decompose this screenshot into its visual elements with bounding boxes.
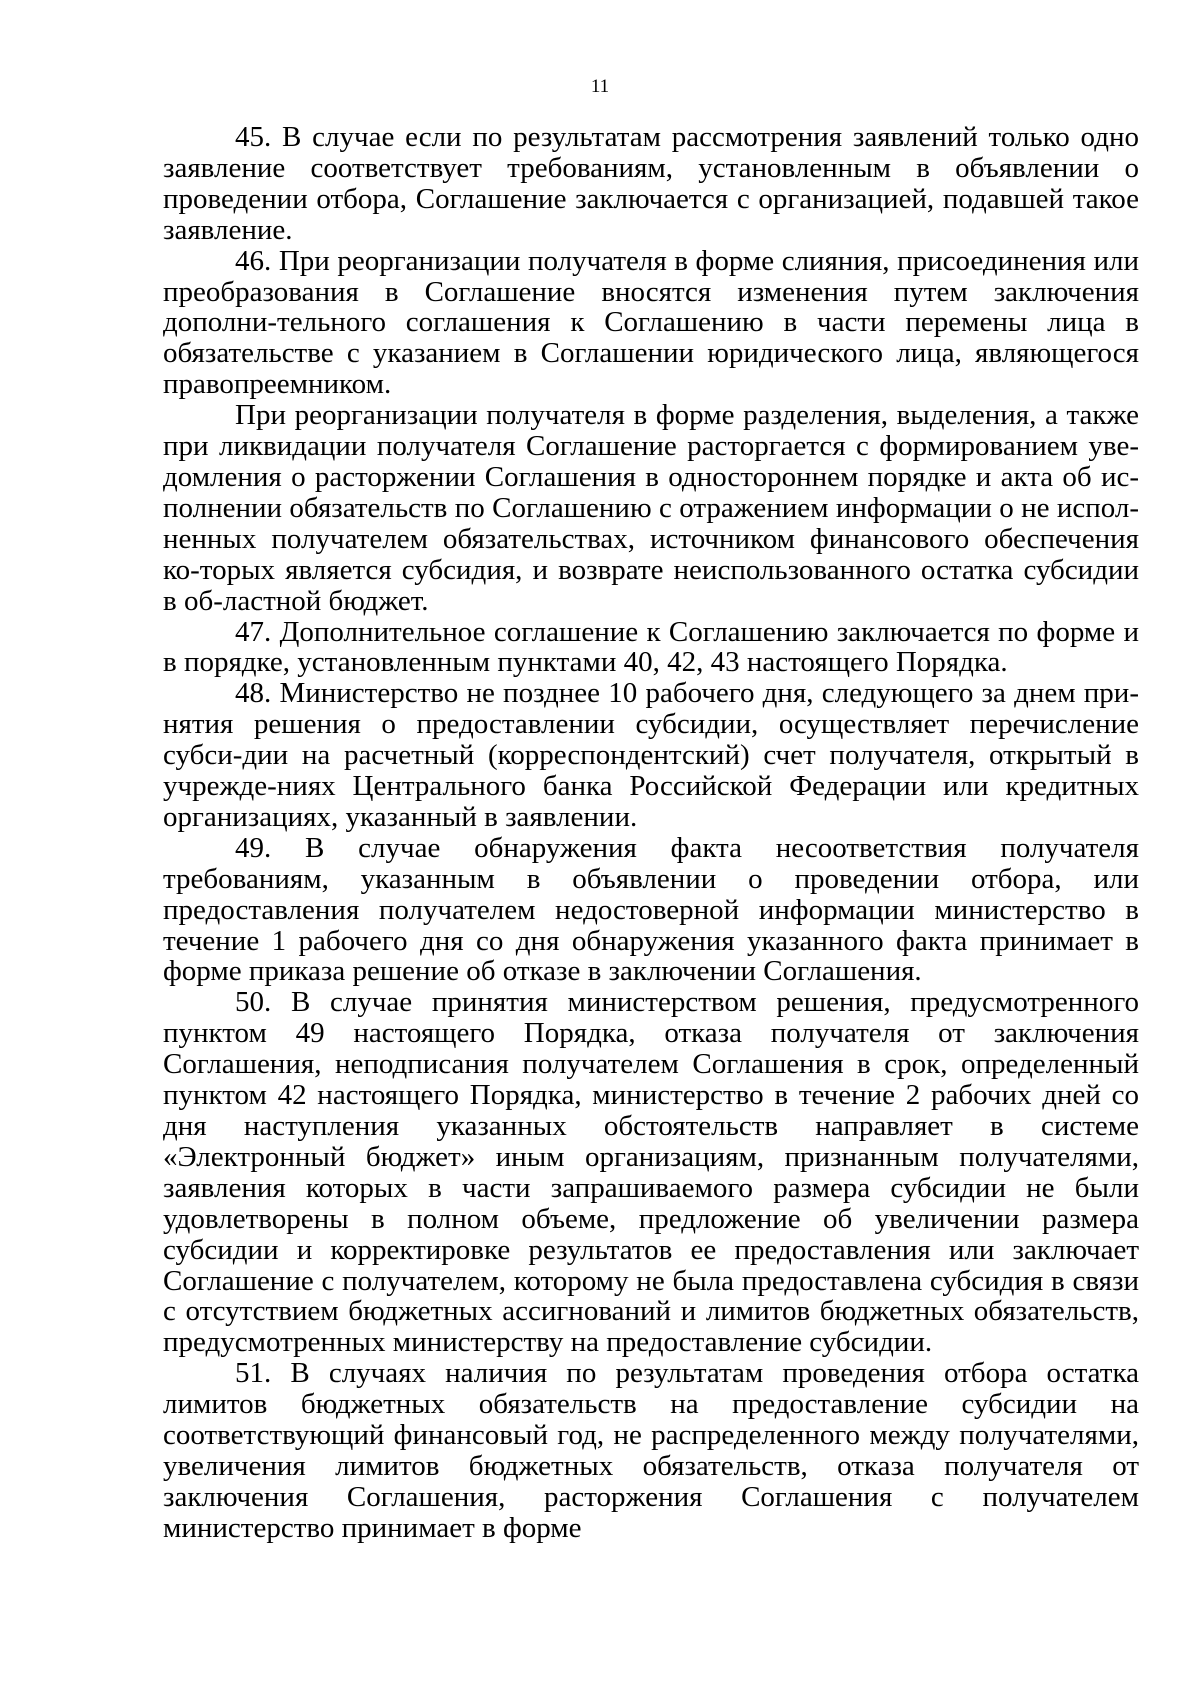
paragraph-48: 48. Министерство не позднее 10 рабочего дня, следующего за днем при-нятия решения о предоставлении субсидии, осуществляет перечисление субси-дии на расчетный (корреспондентский) счет получателя, открытый в учрежде-ниях Центрального банка Российской Федерации или кредитных организациях, указанный в заявлении. <box>163 677 1139 833</box>
document-body <box>163 122 1139 1544</box>
page-number: 11 <box>590 76 610 97</box>
paragraph-50: 50. В случае принятия министерством решения, предусмотренного пунктом 49 настоящего Порядка, отказа получателя от заключения Соглашения, неподписания получателем Соглашения в срок, определенный пунктом 42 настоящего Порядка, министерство в течение 2 рабочих дней со дня наступления указанных обстоятельств направляет в системе «Электронный бюджет» иным организациям, признанным получателями, заявления которых в части запрашиваемого размера субсидии не были удовлетворены в полном объеме, предложение об увеличении размера субсидии и корректировке результатов ее предоставления или заключает Соглашение с получателем, которому не была предоставлена субсидия в связи с отсутствием бюджетных ассигнований и лимитов бюджетных обязательств, предусмотренных министерству на предоставление субсидии. <box>163 986 1139 1359</box>
paragraph-46-reorganization: При реорганизации получателя в форме разделения, выделения, а также при ликвидации получателя Соглашение расторгается с формированием уве-домления о расторжении Соглашения в одностороннем порядке и акта об ис-полнении обязательств по Соглашению с отражением информации о не испол-ненных получателем обязательствах, источником финансового обеспечения ко-торых является субсидия, и возврате неиспользованного остатка субсидии в об-ластной бюджет. <box>163 399 1139 617</box>
paragraph-49: 49. В случае обнаружения факта несоответствия получателя требованиям, указанным в объявлении о проведении отбора, или предоставления получателем недостоверной информации министерство в течение 1 рабочего дня со дня обнаружения указанного факта принимает в форме приказа решение об отказе в заключении Соглашения. <box>163 831 1139 988</box>
paragraph-45: 45. В случае если по результатам рассмотрения заявлений только одно заявление соответствует требованиям, установленным в объявлении о проведении отбора, Соглашение заключается с организацией, подавшей такое заявление. <box>163 121 1139 246</box>
paragraph-46: 46. При реорганизации получателя в форме слияния, присоединения или преобразования в Соглашение вносятся изменения путем заключения дополни-тельного соглашения к Соглашению в части перемены лица в обязательстве с указанием в Соглашении юридического лица, являющегося правопреемником. <box>163 244 1139 401</box>
paragraph-51: 51. В случаях наличия по результатам проведения отбора остатка лимитов бюджетных обязательств на предоставление субсидии на соответствующий финансовый год, не распределенного между получателями, увеличения лимитов бюджетных обязательств, отказа получателя от заключения Соглашения, расторжения Соглашения с получателем министерство принимает в форме <box>163 1357 1139 1544</box>
paragraph-47: 47. Дополнительное соглашение к Соглашению заключается по форме и в порядке, установленным пунктами 40, 42, 43 настоящего Порядка. <box>163 615 1139 679</box>
